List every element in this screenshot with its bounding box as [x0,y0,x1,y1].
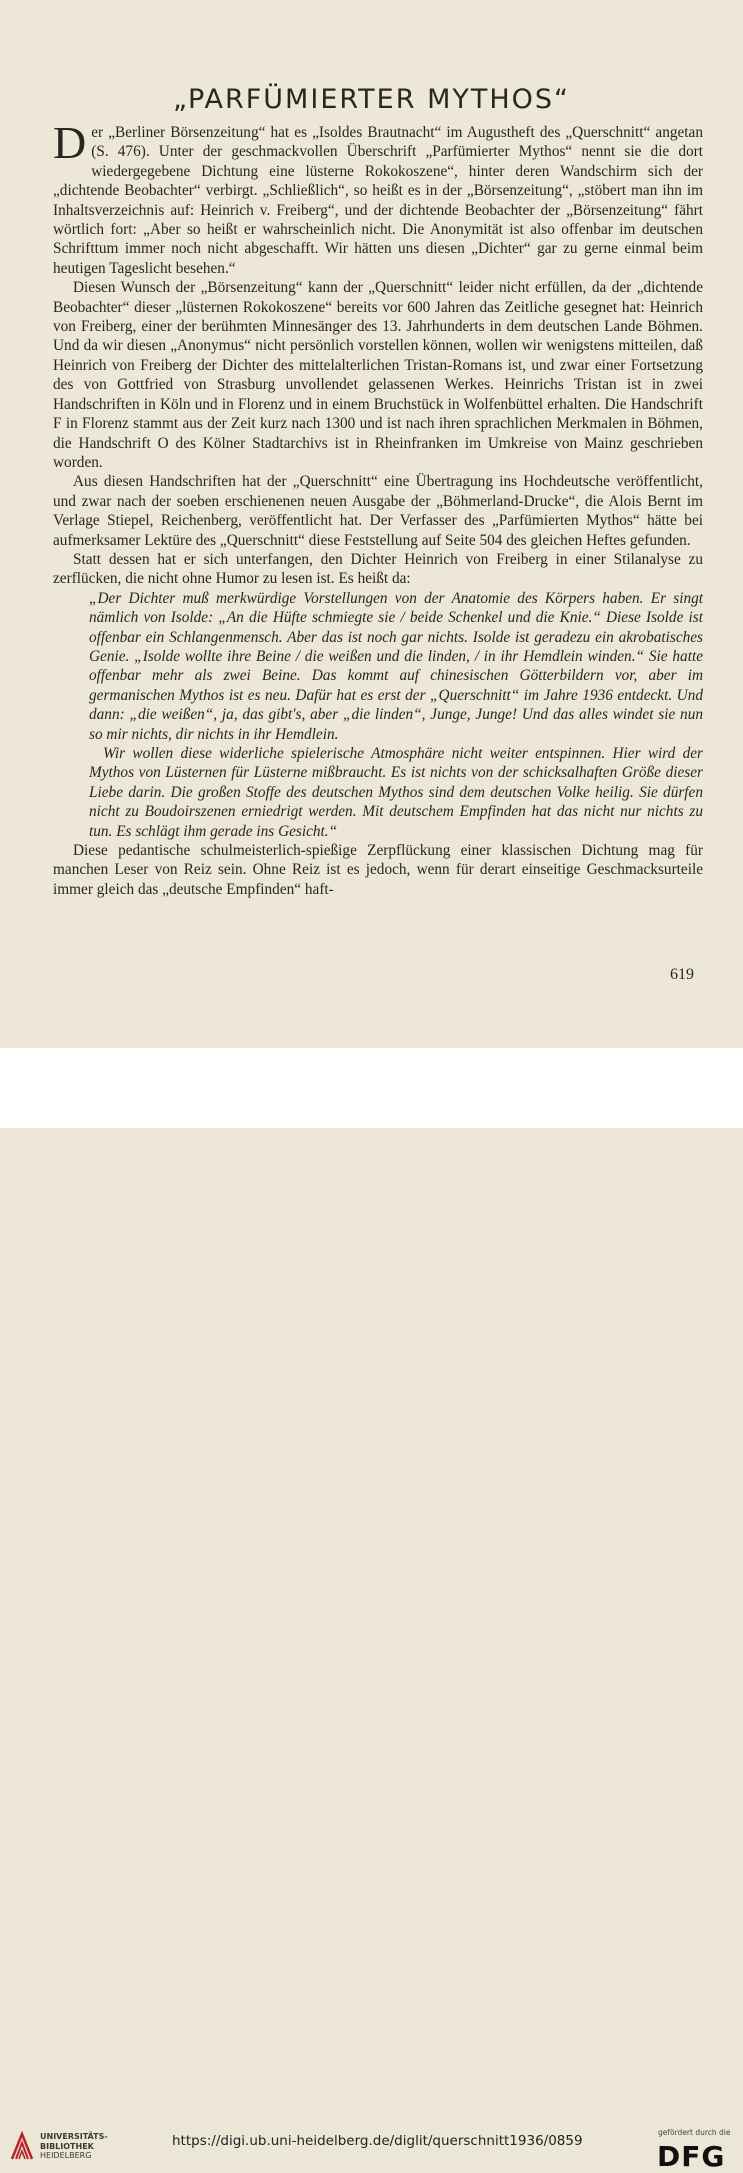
library-logo-icon[interactable] [10,2131,34,2161]
paragraph-2: Diesen Wunsch der „Börsenzeitung“ kann der „Querschnitt“ leider nicht erfüllen, da der „dichtende Beobachter“ dieser „lüsternen Rokokoszene“ bereits vor 600 Jahren das Zeitliche gesegnet hat: Heinrich von Freiberg, einer der berühmten Minnesänger des 13. Jahrhunderts in dem deutschen Lande Böhmen. Und da wir diesen „Anonymus“ nicht persönlich vorstellen können, wollen wir wenigstens mitteilen, daß Heinrich von Freiberg der Dichter des mittelalterlichen Tristan-Romans ist, und zwar einer Fortsetzung des von Gottfried von Strasburg unvollendet gelassenen Werkes. Heinrichs Tristan ist in zwei Handschriften in Köln und in Florenz und in einem Bruchstück in Wolfenbüttel erhalten. Die Handschrift F in Florenz stammt aus der Zeit kurz nach 1300 und ist nach ihren sprachlichen Merkmalen in Böhmen, die Handschrift O des Kölner Stadtarchivs ist in Rheinfranken im Umkreise von Mainz geschrieben worden. [53,279,703,471]
permalink-url[interactable]: https://digi.ub.uni-heidelberg.de/diglit/querschnitt1936/0859 [172,2133,583,2149]
library-name: UNIVERSITÄTS- BIBLIOTHEK HEIDELBERG [40,2132,108,2160]
document-page [0,0,743,1048]
page-title: „PARFÜMIERTER MYTHOS“ [172,84,571,115]
drop-cap: D [53,117,87,168]
block-quote-2: Wir wollen diese widerliche spielerische Atmosphäre nicht weiter entspinnen. Hier wird der Mythos von Lüsternen für Lüsterne mißbraucht. Es ist nichts von der schicksalhaften Größe dieser Liebe darin. Die großen Stoffe des deutschen Mythos sind dem deutschen Volke heilig. Sie dürfen nicht zu Boudoirszenen erniedrigt werden. Mit deutschem Empfinden hat das nicht nur nichts zu tun. Es schlägt ihm gerade ins Gesicht.“ [89,745,703,840]
dfg-logo[interactable]: DFG [657,2140,726,2173]
block-quote-1: „Der Dichter muß merkwürdige Vorstellungen von der Anatomie des Körpers haben. Er singt nämlich von Isolde: „An die Hüfte schmiegte sie / beide Schenkel und die Knie.“ Diese Isolde ist offenbar ein Schlangenmensch. Aber das ist noch gar nichts. Isolde ist geradezu ein akrobatisches Genie. „Isolde wollte ihre Beine / die weißen und die linden, / in ihr Hemdlein winden.“ Sie hatte offenbar mehr als zwei Beine. Das kommt auf chinesischen Götterbildern vor, aber im germanischen Mythos ist es neu. Dafür hat es erst der „Querschnitt“ im Jahre 1936 entdeckt. Und dann: „die weißen“, ja, das gibt's, aber „die linden“, Junge, Junge! Und das alles windet sie nun so mir nichts, dir nichts in ihr Hemdlein. [89,589,703,743]
paragraph-3: Aus diesen Handschriften hat der „Querschnitt“ eine Übertragung ins Hochdeutsche veröffentlicht, und zwar nach der soeben erschienenen neuen Ausgabe der „Böhmerland-Drucke“, die Alois Bernt im Verlage Stiepel, Reichenberg, veröffentlicht hat. Der Verfasser des „Parfümierten Mythos“ hätte bei aufmerksamer Lektüre des „Querschnitt“ diese Feststellung auf Seite 504 des gleichen Heftes gefunden. [53,473,703,549]
closing-paragraph: Diese pedantische schulmeisterlich-spießige Zerpflückung einer klassischen Dichtung mag für manchen Leser von Reiz sein. Ohne Reiz ist es jedoch, wenn für derart einseitige Geschmacksurteile immer gleich das „deutsche Empfinden“ haft- [53,842,703,898]
viewer-footer [0,1048,743,2173]
funded-by-label: gefördert durch die [658,2128,731,2137]
paragraph-1: Der „Berliner Börsenzeitung“ hat es „Isoldes Brautnacht“ im Augustheft des „Querschnitt“ angetan (S. 476). Unter der geschmackvollen Überschrift „Parfümierter Mythos“ nennt sie die dort wiedergegebene Dichtung eine lüsterne Rokokoszene“, hinter deren Wandschirm sich der „dichtende Beobachter“ verbirgt. „Schließlich“, so heißt es in der „Börsenzeitung“, „stöbert man ihn im Inhaltsverzeichnis auf: Heinrich v. Freiberg“, und der dichtende Beobachter der „Börsenzeitung“ fährt wörtlich fort: „Aber so heißt er wahrscheinlich nicht. Die Anonymität ist also offenbar im deutschen Schrifttum immer noch nicht abgeschafft. Wir hätten uns diesen „Dichter“ gar zu gerne einmal beim heutigen Tageslicht besehen.“ [53,117,703,277]
article-body [53,117,703,899]
page-number: 619 [670,966,694,983]
paragraph-4: Statt dessen hat er sich unterfangen, den Dichter Heinrich von Freiberg in einer Stilanalyse zu zerflücken, die nicht ohne Humor zu lesen ist. Es heißt da: [53,550,703,588]
